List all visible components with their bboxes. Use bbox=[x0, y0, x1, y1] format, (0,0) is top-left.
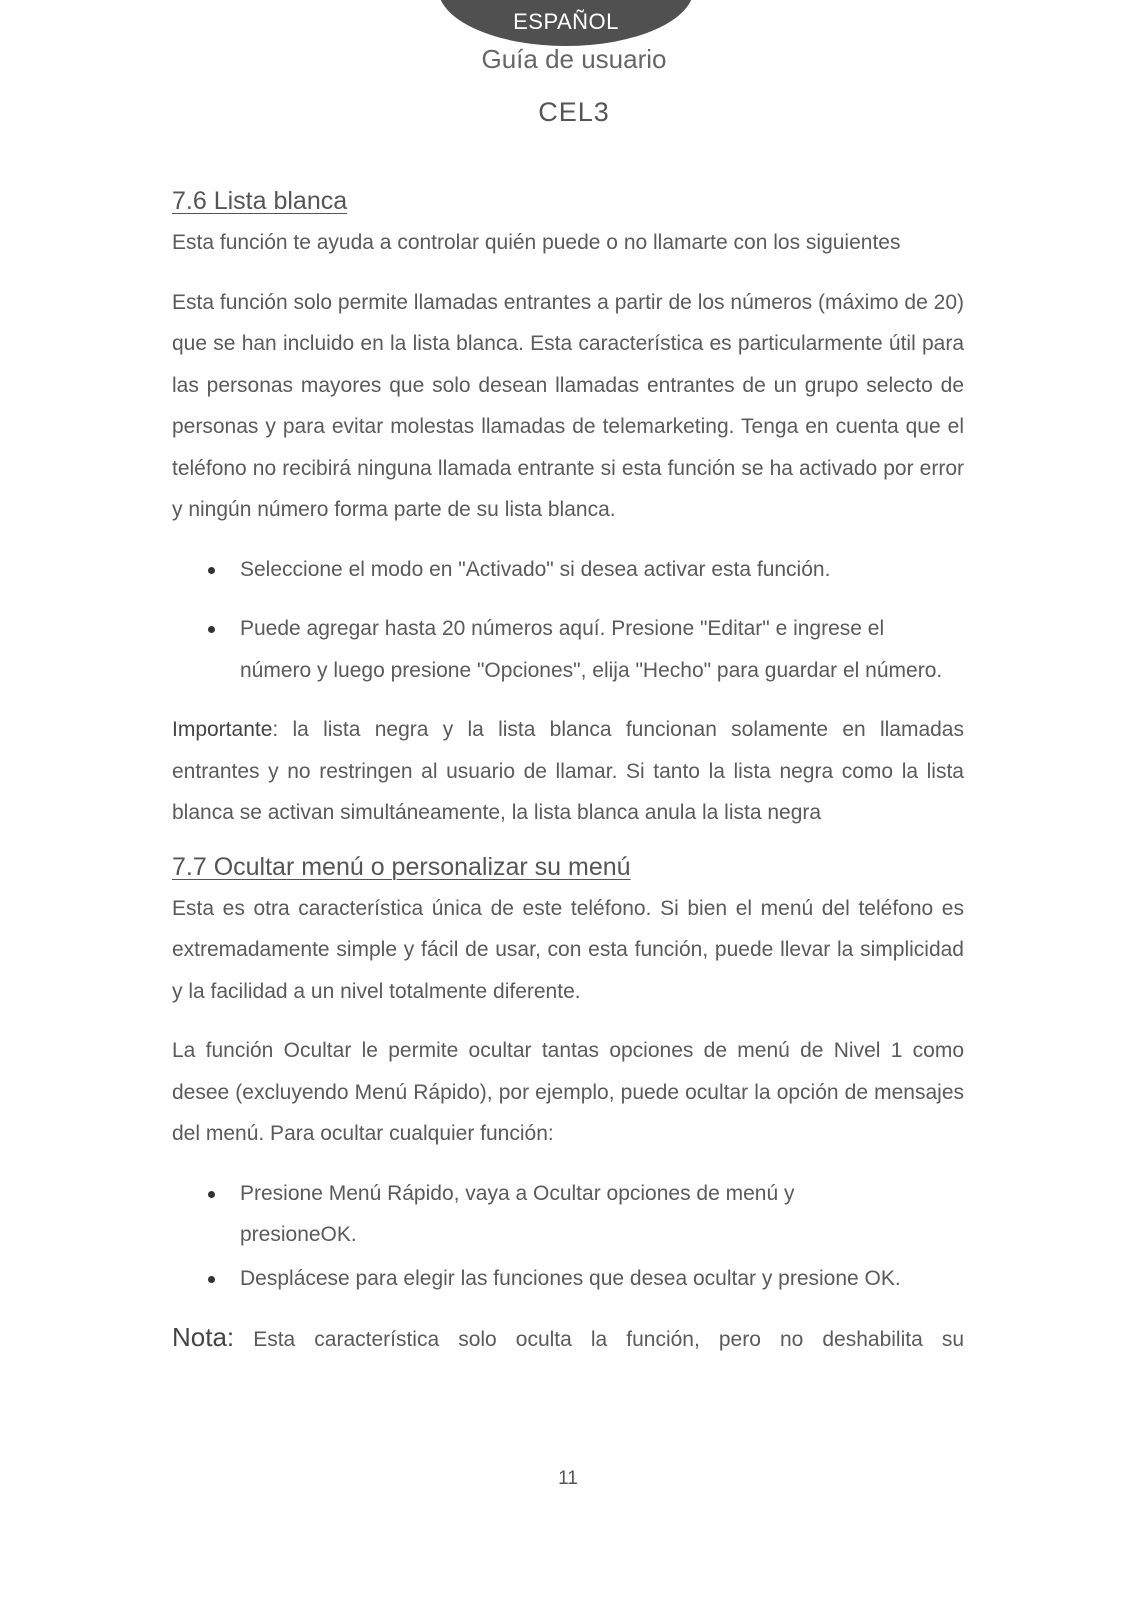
page-content bbox=[172, 180, 964, 1379]
page-number: 11 bbox=[558, 1468, 578, 1489]
note-text: Esta característica solo oculta la función, pero no deshabilita su bbox=[234, 1328, 964, 1351]
list-item: Puede agregar hasta 20 números aquí. Presione "Editar" e ingrese el número y luego presione "Opciones", elija "Hecho" para guardar el número. bbox=[172, 608, 964, 691]
important-label: Importante bbox=[172, 718, 273, 741]
section-7-6-body: Esta función solo permite llamadas entrantes a partir de los números (máximo de 20) que se han incluido en la lista blanca. Esta característica es particularmente útil para las personas mayores que solo desean llamadas entrantes de un grupo selecto de personas y para evitar molestas llamadas de telemarketing. Tenga en cuenta que el teléfono no recibirá ninguna llamada entrante si esta función se ha activado por error y ningún número forma parte de su lista blanca. bbox=[172, 290, 964, 521]
section-7-7-paragraph-2: La función Ocultar le permite ocultar tantas opciones de menú de Nivel 1 como desee (excluyendo Menú Rápido), por ejemplo, puede ocultar la opción de mensajes del menú. Para ocultar cualquier función: bbox=[172, 1039, 964, 1145]
list-item: Presione Menú Rápido, vaya a Ocultar opciones de menú y presioneOK. bbox=[172, 1173, 964, 1256]
section-7-6-intro: Esta función te ayuda a controlar quién puede o no llamarte con los siguientes bbox=[172, 231, 901, 254]
model-name: CEL3 bbox=[538, 97, 610, 127]
section-heading-7-7: 7.7 Ocultar menú o personalizar su menú bbox=[172, 852, 631, 881]
note-paragraph bbox=[172, 1317, 964, 1361]
important-note bbox=[172, 709, 964, 834]
language-tab-label: ESPAÑOL bbox=[513, 9, 619, 34]
list-item: Seleccione el modo en "Activado" si desea activar esta función. bbox=[172, 549, 964, 591]
section-7-7-paragraph-1: Esta es otra característica única de este teléfono. Si bien el menú del teléfono es extremadamente simple y fácil de usar, con esta función, puede llevar la simplicidad y la facilidad a un nivel totalmente diferente. bbox=[172, 896, 964, 1003]
note-label: Nota: bbox=[172, 1322, 235, 1352]
section-7-7-bullet-list bbox=[172, 1173, 964, 1300]
important-text: : la lista negra y la lista blanca funcionan solamente en llamadas entrantes y no restringen al usuario de llamar. Si tanto la lista negra como la lista blanca se activan simultáneamente, la lista blanca anula la lista negra bbox=[172, 718, 964, 824]
section-7-6-bullet-list bbox=[172, 549, 964, 692]
list-item: Desplácese para elegir las funciones que desea ocultar y presione OK. bbox=[172, 1258, 964, 1300]
guide-title: Guía de usuario bbox=[481, 44, 667, 74]
section-heading-7-6: 7.6 Lista blanca bbox=[172, 187, 348, 215]
